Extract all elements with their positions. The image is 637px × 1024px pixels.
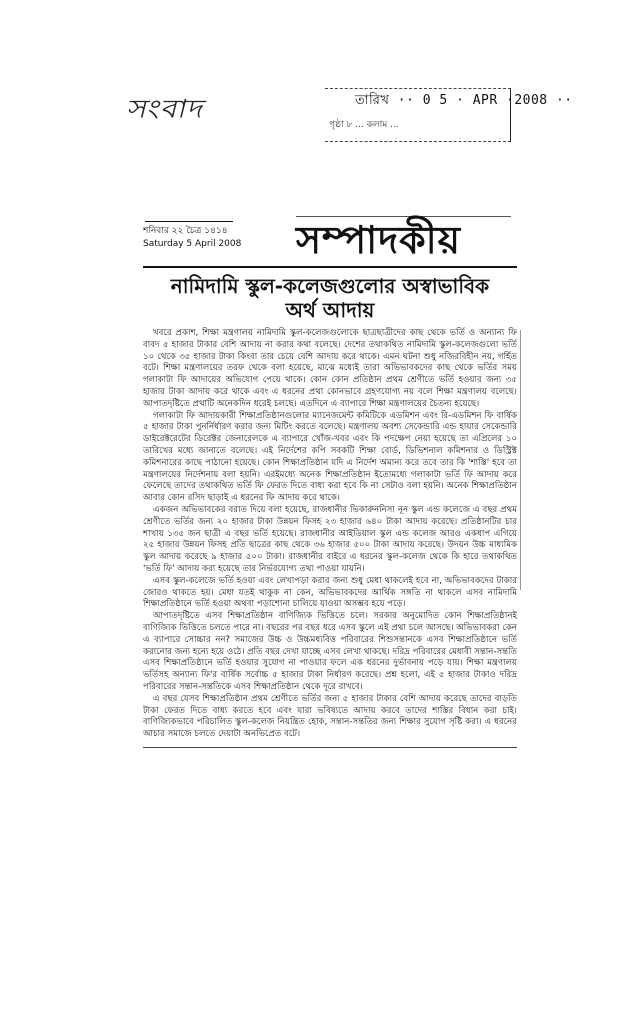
headline <box>143 274 517 322</box>
divider <box>296 216 511 217</box>
scan-artifact-line <box>520 330 521 590</box>
headline-line-2: অর্থ আদায় <box>285 298 375 322</box>
paragraph: গলাকাটা ফি আদায়কারী শিক্ষাপ্রতিষ্ঠানগুলোর ম্যানেজমেন্ট কমিটিকে এডমিশন এবং রি-এডমিশন ফি বার্ষিক ৫ হাজার টাকা পুনর্নির্ধারণ করার জন্য মিটিং করতে বলেছে। মন্ত্রণালয় অবশ্য সেকেন্ডারি এন্ড হায়ার সেকেন্ডারি ডাইরেক্টরেটের ডিরেক্টর জেনারেলকে এ ব্যাপারে খোঁজ-খবর এবং কি পদক্ষেপ নেয়া হয়েছে তা এপ্রিলের ১০ তারিখের মধ্যে জানাতে বলেছে। এই নির্দেশের কপি সবকটি শিক্ষা বোর্ড, ডিভিশনাল কমিশনার ও ডিস্ট্রিক্ট কমিশনারের কাছে পাঠানো হয়েছে। কোন শিক্ষাপ্রতিষ্ঠান যদি এ নির্দেশ অমান্য করে তবে তার কি 'শাস্তি' হবে তা মন্ত্রণালয়ের নির্দেশনায় বলা হয়নি। এরইমধ্যে অনেক শিক্ষাপ্রতিষ্ঠান ইতোমধ্যে গলাকাটা ভর্তি ফি আদায় করে ফেলেছে তাদের তথাকথিত ভর্তি ফি ফেরত দিতে বাধ্য করা হবে কি না সেটাও বলা হয়নি। অনেক শিক্ষাপ্রতিষ্ঠান আবার কোন রসিদ ছাড়াই এ ধরনের ফি আদায় করে থাকে। <box>143 410 517 504</box>
paragraph: একজন অভিভাবকের বরাত দিয়ে বলা হয়েছে, রাজধানীর ভিকারুননিসা নূন স্কুল এন্ড কলেজে এ বছর প্রথম শ্রেণীতে ভর্তির জন্য ২০ হাজার টাকা উন্নয়ন ফিসহ ২৩ হাজার ৬৪০ টাকা আদায় করেছে। প্রতিষ্ঠানটির চার শাখায় ১৩৫ জন ছাত্রী এ বছর ভর্তি হয়েছে। রাজধানীর আইডিয়াল স্কুল এন্ড কলেজ আরও একধাপ এগিয়ে ২৫ হাজার উন্নয়ন ফিসহ প্রতি ছাত্রের কাছ থেকে ৩৬ হাজার ৫০০ টাকা আদায় করেছে। উদয়ন উচ্চ মাধ্যমিক স্কুল আদায় করেছে ৯ হাজার ৫০০ টাকা। রাজধানীর বাইরে এ ধরনের স্কুল-কলেজ থেকে কি হারে তথাকথিত 'ভর্তি ফি' আদায় করা হয়েছে তার নির্ভরযোগ্য তথ্য পাওয়া যায়নি। <box>143 504 517 574</box>
paragraph: খবরে প্রকাশ, শিক্ষা মন্ত্রণালয় নামিদামি স্কুল-কলেজগুলোকে ছাত্রছাত্রীদের কাছ থেকে ভর্তি ও অন্যান্য ফি বাবদ ৫ হাজার টাকার বেশি আদায় না করার কথা বলেছে। দেশের তথাকথিত নামিদামি স্কুল-কলেজগুলো ভর্তি ১০ থেকে ৩৫ হাজার টাকা কিংবা তার চেয়ে বেশি আদায় করে থাকে। এমন ঘটনা শুধু নজিরবিহীন নয়, গর্হিত বটে। শিক্ষা মন্ত্রণালয়ের তরফ থেকে বলা হয়েছে, মাঝে মধ্যেই তারা অভিভাবকদের কাছ থেকে ভর্তির সময় গলাকাটা ফি আদায়ের অভিযোগ পেয়ে থাকে। কোন কোন প্রতিষ্ঠান প্রথম শ্রেণীতে ভর্তি হওয়ার জন্য ৩৫ হাজার টাকা আদায় করে থাকে এবং এ ধরনের প্রথা কোনভাবে গ্রহণযোগ্য নয় বলে শিক্ষা মন্ত্রণালয় বলেছে। আপাতদৃষ্টিতে প্রথাটি অনেকদিন ধরেই চলছে। এতদিনে এ ব্যাপারে শিক্ষা মন্ত্রণালয়ের চৈতন্য হয়েছে। <box>143 328 517 409</box>
paragraph: আপাতদৃষ্টিতে এসব শিক্ষাপ্রতিষ্ঠান বাণিজ্যিক ভিত্তিতে চলে। সরকার অনুমোদিত কোন শিক্ষাপ্রতিষ্ঠানই বাণিজ্যিক ভিত্তিতে চলতে পারে না। বছরের পর বছর ধরে এসব স্কুলে এই প্রথা চলে আসছে। অভিভাবকরা কেন এ ব্যাপারে সোচ্চার নন? সমাজের উচ্চ ও উচ্চমধ্যবিত্ত পরিবারের শিশুসন্তানকে এসব শিক্ষাপ্রতিষ্ঠানে ভর্তি করানোর জন্য হন্যে হয়ে ওঠে। প্রতি বছর দেখা যাচ্ছে এসব লেখা থাকছে। দরিদ্র পরিবারের মেধাবী সন্তান-সন্ততি এসব শিক্ষাপ্রতিষ্ঠানে ভর্তি হওয়ার সুযোগ না পাওয়ার ফলে এক ধরনের দুর্ভাবনায় পড়ে যায়। শিক্ষা মন্ত্রণালয় ভর্তিসহ অন্যান্য ফি'র বার্ষিক সর্বোচ্চ ৫ হাজার টাকা নির্ধারণ করেছে। প্রশ্ন হলো, এই ৫ হাজার টাকাও দরিদ্র পরিবারের সন্তান-সন্ততিকে এসব শিক্ষাপ্রতিষ্ঠান থেকে দূরে রাখবে। <box>143 611 517 692</box>
headline-line-1: নামিদামি স্কুল-কলেজগুলোর অস্বাভাবিক <box>170 274 490 298</box>
section-rule <box>143 266 517 268</box>
newspaper-logo: সংবাদ <box>124 94 209 125</box>
stamp-page-column: পৃষ্ঠা ৮ ... কলাম ... <box>329 120 399 130</box>
editorial-body <box>143 328 517 748</box>
paragraph: এসব স্কুল-কলেজে ভর্তি হওয়া এবং লেখাপড়া করার জন্য শুধু মেধা থাকলেই হবে না, অভিভাবকদের টাকার জোরও থাকতে হয়। মেধা যতই থাকুক না কেন, অভিভাবকদের আর্থিক সঙ্গতি না থাকলে এসব নামিদামি শিক্ষাপ্রতিষ্ঠানে ভর্তি হওয়া অথবা পড়াশোনা চালিয়ে যাওয়া অসম্ভব হয়ে পড়ে। <box>143 575 517 610</box>
dateline <box>143 225 283 251</box>
stamp-date: তারিখ ·· 0 5 · APR ·2008 ·· <box>355 93 573 108</box>
clipping-date-stamp <box>325 88 573 142</box>
divider <box>145 221 233 222</box>
section-title: সম্পাদকীয় <box>296 218 461 262</box>
date-english: Saturday 5 April 2008 <box>143 239 242 249</box>
paragraph: এ বছর যেসব শিক্ষাপ্রতিষ্ঠান প্রথম শ্রেণীতে ভর্তির জন্য ৫ হাজার টাকার বেশি আদায় করেছে তাদের বাড়তি টাকা ফেরত দিতে বাধ্য করতে হবে এবং যারা ভবিষ্যতে আদায় করবে তাদের শাস্তির বিধান করা চাই। বাণিজ্যিকভাবে পরিচালিত স্কুল-কলেজ নিয়ন্ত্রিত হোক, সন্তান-সন্ততির জন্য শিক্ষার সুযোগ সৃষ্টি করা। এ ধরনের আচার সমাজে চলতে দেয়াটা অনভিপ্রেত বটে। <box>143 693 517 740</box>
date-bengali: শনিবার ২২ চৈত্র ১৪১৪ <box>143 226 228 236</box>
